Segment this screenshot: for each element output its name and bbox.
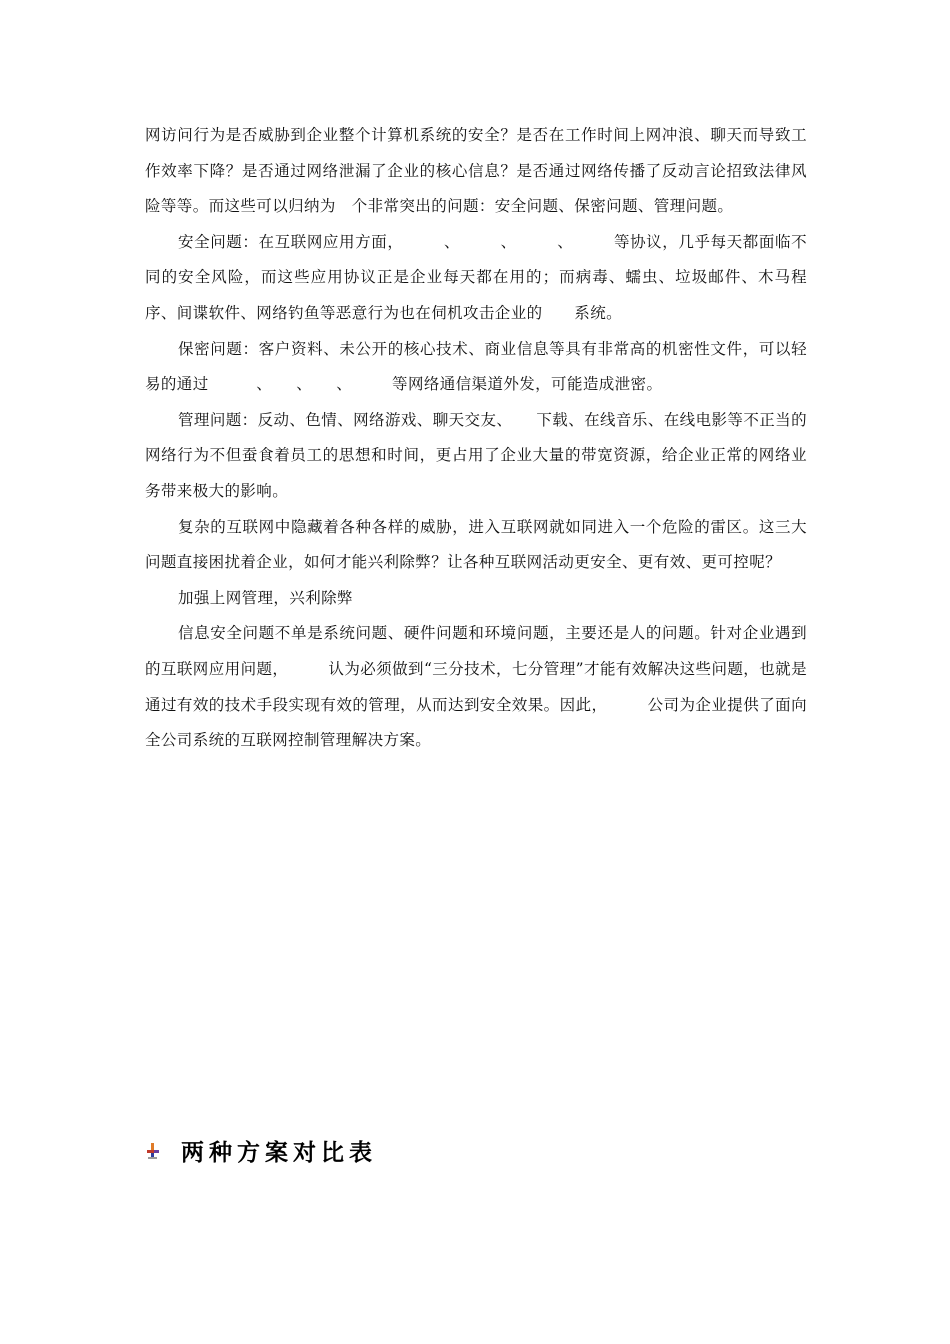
section-title: 两种方案对比表	[181, 1140, 377, 1166]
paragraph-security: 安全问题：在互联网应用方面， 、 、 、 等协议，几乎每天都面临不同的安全风险，而这些应用协议正是企业每天都在用的；而病毒、蠕虫、垃圾邮件、木马程序、间谍软件、网络钓鱼等恶意行为也在伺机攻击企业的 系统。	[145, 232, 807, 322]
paragraph-intro: 网访问行为是否威胁到企业整个计算机系统的安全？是否在工作时间上网冲浪、聊天而导致工作效率下降？是否通过网络泄漏了企业的核心信息？是否通过网络传播了反动言论招致法律风险等等。而这些可以归纳为 个非常突出的问题：安全问题、保密问题、管理问题。	[145, 126, 807, 216]
section-heading	[145, 1134, 377, 1167]
paragraph-solution: 信息安全问题不单是系统问题、硬件问题和环境问题，主要还是人的问题。针对企业遇到的互联网应用问题， 认为必须做到“三分技术，七分管理”才能有效解决这些问题，也就是通过有效的技术手段实现有效的管理，从而达到安全效果。因此， 公司为企业提供了面向全公司系统的互联网控制管理解决方案。	[145, 624, 807, 750]
paragraph-complex: 复杂的互联网中隐藏着各种各样的威胁，进入互联网就如同进入一个危险的雷区。这三大问题直接困扰着企业，如何才能兴利除弊？让各种互联网活动更安全、更有效、更可控呢？	[145, 517, 807, 572]
paragraph-subheading: 加强上网管理，兴利除弊	[178, 588, 353, 607]
paragraph-management: 管理问题：反动、色情、网络游戏、聊天交友、 下载、在线音乐、在线电影等不正当的网络行为不但蚕食着员工的思想和时间，更占用了企业大量的带宽资源，给企业正常的网络业务带来极大的影响。	[145, 410, 807, 500]
bullet-arrow-icon	[145, 1141, 165, 1161]
body-text	[145, 118, 807, 759]
paragraph-confidentiality: 保密问题：客户资料、未公开的核心技术、商业信息等具有非常高的机密性文件，可以轻易的通过 、 、 、 等网络通信渠道外发，可能造成泄密。	[145, 339, 807, 394]
